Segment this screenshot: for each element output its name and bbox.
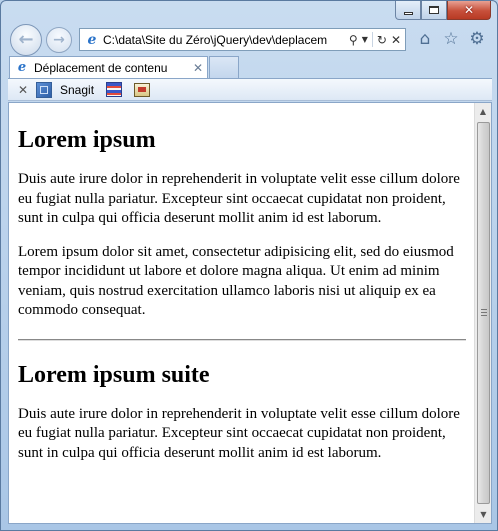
close-toolbar-icon[interactable]: ✕ xyxy=(17,82,29,97)
snagit-icon[interactable] xyxy=(36,82,52,98)
address-tools xyxy=(349,32,405,47)
back-icon: ← xyxy=(18,29,34,50)
page-viewport xyxy=(8,102,492,524)
forward-button[interactable] xyxy=(46,27,72,53)
divider xyxy=(372,32,373,47)
search-icon[interactable]: ⚲ xyxy=(348,32,358,47)
dropdown-icon[interactable]: ▼ xyxy=(361,34,368,44)
command-bar xyxy=(8,78,492,101)
vertical-scrollbar[interactable] xyxy=(474,103,491,523)
paragraph: Duis aute irure dolor in reprehenderit in voluptate velit esse cillum dolore eu fugiat nulla pariatur. Excepteur sint occaecat cupidatat non proident, sunt in culpa qui officia deserunt mollit anim id est laborum. xyxy=(18,405,460,461)
capture-options-icon[interactable] xyxy=(106,82,122,97)
snagit-label[interactable]: Snagit xyxy=(60,82,95,97)
tab-ie-icon: e xyxy=(17,60,27,75)
stop-icon[interactable]: ✕ xyxy=(390,32,401,47)
close-icon: ✕ xyxy=(463,3,475,17)
tab-strip xyxy=(9,56,239,78)
browser-toolbar-icons xyxy=(415,28,487,51)
close-window-button[interactable] xyxy=(447,1,491,20)
address-bar[interactable] xyxy=(79,28,406,51)
refresh-icon[interactable]: ↻ xyxy=(376,32,387,47)
section-heading: Lorem ipsum xyxy=(18,127,156,153)
back-button[interactable] xyxy=(10,24,42,56)
grip-icon xyxy=(481,309,487,316)
scroll-down-arrow-icon[interactable]: ▼ xyxy=(480,510,487,519)
forward-icon: → xyxy=(53,32,65,48)
open-editor-icon[interactable] xyxy=(134,83,150,97)
scroll-up-arrow-icon[interactable]: ▲ xyxy=(479,107,487,116)
address-url[interactable]: C:\data\Site du Zéro\jQuery\dev\deplacem xyxy=(103,32,328,47)
minimize-icon xyxy=(404,12,413,15)
new-tab-button[interactable] xyxy=(209,56,239,78)
section-heading: Lorem ipsum suite xyxy=(18,361,210,388)
tab-close-icon[interactable]: ✕ xyxy=(192,60,204,75)
maximize-icon xyxy=(429,6,439,14)
tab-active[interactable] xyxy=(9,56,208,78)
maximize-button[interactable] xyxy=(421,1,447,20)
caption-buttons xyxy=(395,1,491,21)
minimize-button[interactable] xyxy=(395,1,421,20)
home-icon[interactable]: ⌂ xyxy=(419,29,431,49)
tab-label: Déplacement de contenu xyxy=(34,60,168,75)
page-content xyxy=(9,103,475,523)
settings-icon[interactable]: ⚙ xyxy=(469,29,485,49)
paragraph: Duis aute irure dolor in reprehenderit in voluptate velit esse cillum dolore eu fugiat nulla pariatur. Excepteur sint occaecat cupidatat non proident, sunt in culpa qui officia deserunt mollit anim id est laborum. xyxy=(18,171,460,226)
scrollbar-thumb[interactable] xyxy=(477,122,490,504)
section-divider xyxy=(18,339,466,341)
favorites-icon[interactable]: ☆ xyxy=(443,29,459,49)
paragraph: Lorem ipsum dolor sit amet, consectetur adipisicing elit, sed do eiusmod tempor incididunt ut labore et dolore magna aliqua. Ut enim ad minim veniam, quis nostrud exercitation ullamco laboris nisi ut aliquip ex ea commodo consequat. xyxy=(18,243,454,318)
ie-icon: e xyxy=(87,31,97,48)
